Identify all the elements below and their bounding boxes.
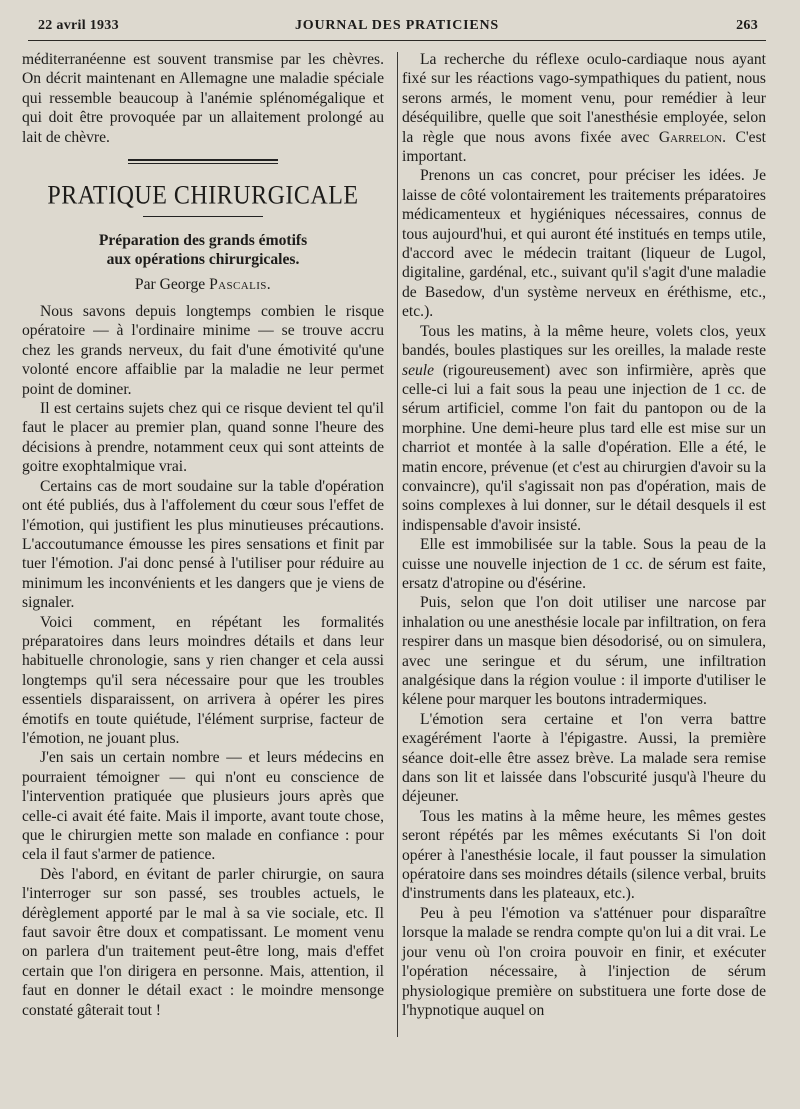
body-paragraph: Dès l'abord, en évitant de parler chirurgie, on saura l'interroger sur son passé, ses troubles actuels, le dérèglement apporté par le mal à sa vie sociale, etc. Il faut savoir être doux et compatissant. Le moment venu on parlera d'un traitement peut-être long, mais d'effet certain que l'on dirigera en personne. Mais, attention, il faut en donner le détail exact : le moindre mensonge constaté gâterait tout ! — [22, 865, 384, 1019]
emphasis: seule — [402, 361, 435, 379]
author-name: Pascalis. — [209, 276, 272, 294]
body-paragraph: Peu à peu l'émotion va s'atténuer pour disparaître lorsque la malade se rendra compte qu'on lui a dit vrai. Le jour venu où l'on croira pouvoir en finir, et exécuter l'opération nécessaire, à l'injection de sérum physiologique première on substituera une forte dose de l'hypnotique auquel on — [402, 904, 766, 1019]
page-number: 263 — [736, 18, 758, 33]
text-run: La recherche du réflexe oculo-cardiaque nous ayant fixé sur les réactions vago-sympathiques du patient, nous serons armés, le moment venu, pour remédier à leur déséquilibre, quelle que soit l'anesthésie employée, selon la règle que nous avons fixée avec — [402, 51, 766, 146]
title-underline — [143, 216, 263, 217]
body-paragraph: Elle est immobilisée sur la table. Sous la peau de la cuisse une nouvelle injection de 1 cc. de sérum est faite, ersatz d'atropine ou d'ésérine. — [402, 536, 766, 592]
header-rule — [28, 40, 766, 41]
section-title: PRATIQUE CHIRURGICALE — [47, 181, 359, 211]
running-head — [28, 14, 766, 38]
body-paragraph: Puis, selon que l'on doit utiliser une narcose par inhalation ou une anesthésie locale par infiltration, on fera respirer dans un masque bien désodorisé, ou on simulera, avec une seringue et du sérum, une infiltration analgésique dans la région voulue : il importe d'utiliser le kélene pour marquer les boutons intradermiques. — [402, 594, 766, 709]
continued-paragraph: méditerranéenne est souvent transmise par les chèvres. On décrit maintenant en Allemagne une maladie spéciale qui ressemble beaucoup à l'anémie splénomégalique et qui doit être provoquée par un allaitement prolongé au lait de chèvre. — [22, 51, 384, 146]
body-paragraph: Certains cas de mort soudaine sur la table d'opération ont été publiés, dus à l'affolement du cœur sous l'effet de l'émotion, qui justifient les plus minutieuses précautions. L'accoutumance émousse les pires sensations et finit par tuer l'émotion. J'ai donc pensé à l'utiliser pour réduire au minimum les inconvénients et les dangers que je viens de signaler. — [22, 477, 384, 612]
body-paragraph: Tous les matins à la même heure, les mêmes gestes seront répétés par les mêmes exécutants Si l'on doit opérer à l'anesthésie locale, il faut pousser la simulation opératoire dans ses moindres détails (silence verbal, bruits d'instruments dans les plateaux, etc.). — [402, 807, 766, 903]
body-paragraph — [402, 50, 766, 166]
body-paragraph: Il est certains sujets chez qui ce risque devient tel qu'il faut le placer au premier plan, quand sonne l'heure des décisions à prendre, notamment ceux qui sont atteints de goitre exophtalmique vrai. — [22, 400, 384, 476]
body-paragraph — [402, 322, 766, 535]
left-column — [22, 50, 384, 1020]
byline — [22, 275, 384, 294]
text-run: (rigoureusement) avec son infirmière, après que celle-ci lui a fait sous la peau une injection de 1 cc. de sérum artificiel, comme l'on fait du pantopon ou de la morphine. Une demi-heure plus tard elle est mise sur un charriot et montée à la salle d'opération. Elle a été, le matin encore, prévenue (et c'est au chirurgien d'avoir su la convaincre), qu'il s'agissait non pas d'opération, mais de soins complexes à lui donner, sur le détail desquels il est indispensable d'avoir insisté. — [402, 361, 766, 534]
byline-prefix: Par George — [134, 276, 206, 294]
journal-name: JOURNAL DES PRATICIENS — [294, 18, 500, 33]
right-column — [402, 50, 766, 1020]
body-paragraph: Voici comment, en répétant les formalités préparatoires dans leurs moindres détails et dans leur habituelle chronologie, sans y rien changer et cela aussi longtemps qu'il sera nécessaire pour que les troubles essentiels disparaissent, on arrivera à opérer les pires émotifs en toute quiétude, l'élément surprise, facteur de l'émotion, ne jouant plus. — [22, 613, 384, 747]
text-run: . C'est important. — [402, 128, 766, 166]
article-body-left — [22, 302, 384, 1020]
issue-date: 22 avril 1933 — [38, 18, 119, 33]
body-paragraph: Nous savons depuis longtemps combien le risque opératoire — à l'ordinaire minime — se trouve accru chez les grands nerveux, du fait d'une émotivité qu'une volonté encore affaiblie par la maladie ne leur permet point de dominer. — [22, 303, 384, 398]
body-paragraph: Prenons un cas concret, pour préciser les idées. Je laisse de côté volontairement les traitements préparatoires médicamenteux et hygiéniques nécessaires, connus de tous aujourd'hui, et qui auront été institués en temps utile, d'accord avec le médecin traitant (liqueur de Lugol, digitaline, gardénal, etc., suivant qu'il s'agit d'une maladie de Basedow, d'un système nerveux en éréthisme, etc., etc.). — [402, 167, 766, 321]
body-paragraph: L'émotion sera certaine et l'on verra battre exagérément l'aorte à l'épigastre. Aussi, la première séance doit-elle être assez brève. La malade sera remise dans son lit et laissée dans l'obscurité jusqu'à l'heure du déjeuner. — [402, 710, 766, 806]
article-title — [22, 231, 384, 269]
article-title-line: Préparation des grands émotifs — [98, 232, 308, 250]
text-run: Tous les matins, à la même heure, volets clos, yeux bandés, boules plastiques sur les oreilles, la malade reste — [402, 322, 766, 360]
section-divider — [128, 159, 278, 164]
cited-name: Garrelon — [658, 128, 723, 146]
article-title-line: aux opérations chirurgicales. — [106, 251, 300, 269]
body-paragraph: J'en sais un certain nombre — et leurs médecins en pourraient témoigner — qui n'ont eu conscience de l'intervention pratiquée que plusieurs jours après que celle-ci avait été faite. Mais il importe, avant toute chose, que le chirurgien mette son malade en confiance : pour cela il faut s'armer de patience. — [22, 749, 384, 864]
column-rule — [397, 52, 398, 1037]
